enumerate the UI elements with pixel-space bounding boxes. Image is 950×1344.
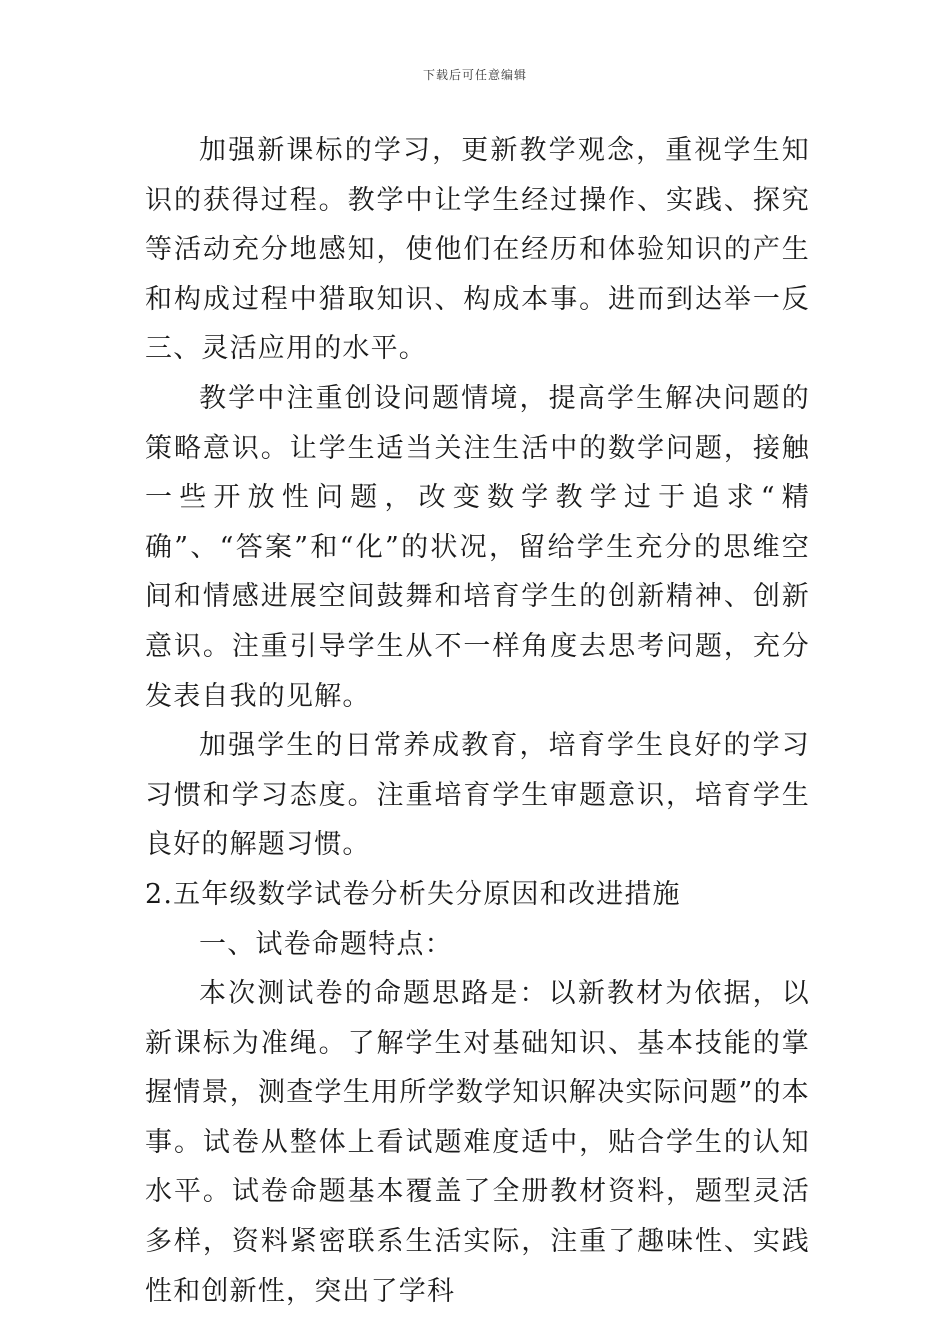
subsection-heading: 一、试卷命题特点： — [199, 928, 453, 960]
header-note: 下载后可任意编辑 — [422, 68, 527, 82]
paragraph-1: 加强新课标的学习，更新教学观念，重视学生知识的获得过程。教学中让学生经过操作、实践、探究等活动充分地感知，使他们在经历和体验知识的产生和构成过程中猎取知识、构成本事。进而到达举一反三、灵活应用的水平。 — [145, 135, 810, 365]
paragraph-2: 教学中注重创设问题情境，提高学生解决问题的策略意识。让学生适当关注生活中的数学问题，接触一些开放性问题，改变数学教学过于追求“精确”、“答案”和“化”的状况，留给学生充分的思维空间和情感进展空间鼓舞和培育学生的创新精神、创新意识。注重引导学生从不一样角度去思考问题，充分发表自我的见解。 — [145, 382, 810, 712]
section-heading: 2.五年级数学试卷分析失分原因和改进措施 — [145, 878, 681, 910]
paragraph-4: 本次测试卷的命题思路是：以新教材为依据，以新课标为准绳。了解学生对基础知识、基本技能的掌握情景，测查学生用所学数学知识解决实际问题”的本事。试卷从整体上看试题难度适中，贴合学生的认知水平。试卷命题基本覆盖了全册教材资料，题型灵活多样，资料紧密联系生活实际，注重了趣味性、实践性和创新性，突出了学科 — [145, 978, 810, 1307]
paragraph-3: 加强学生的日常养成教育，培育学生良好的学习习惯和学习态度。注重培育学生审题意识，培育学生良好的解题习惯。 — [145, 730, 810, 861]
document-body — [145, 126, 810, 1316]
